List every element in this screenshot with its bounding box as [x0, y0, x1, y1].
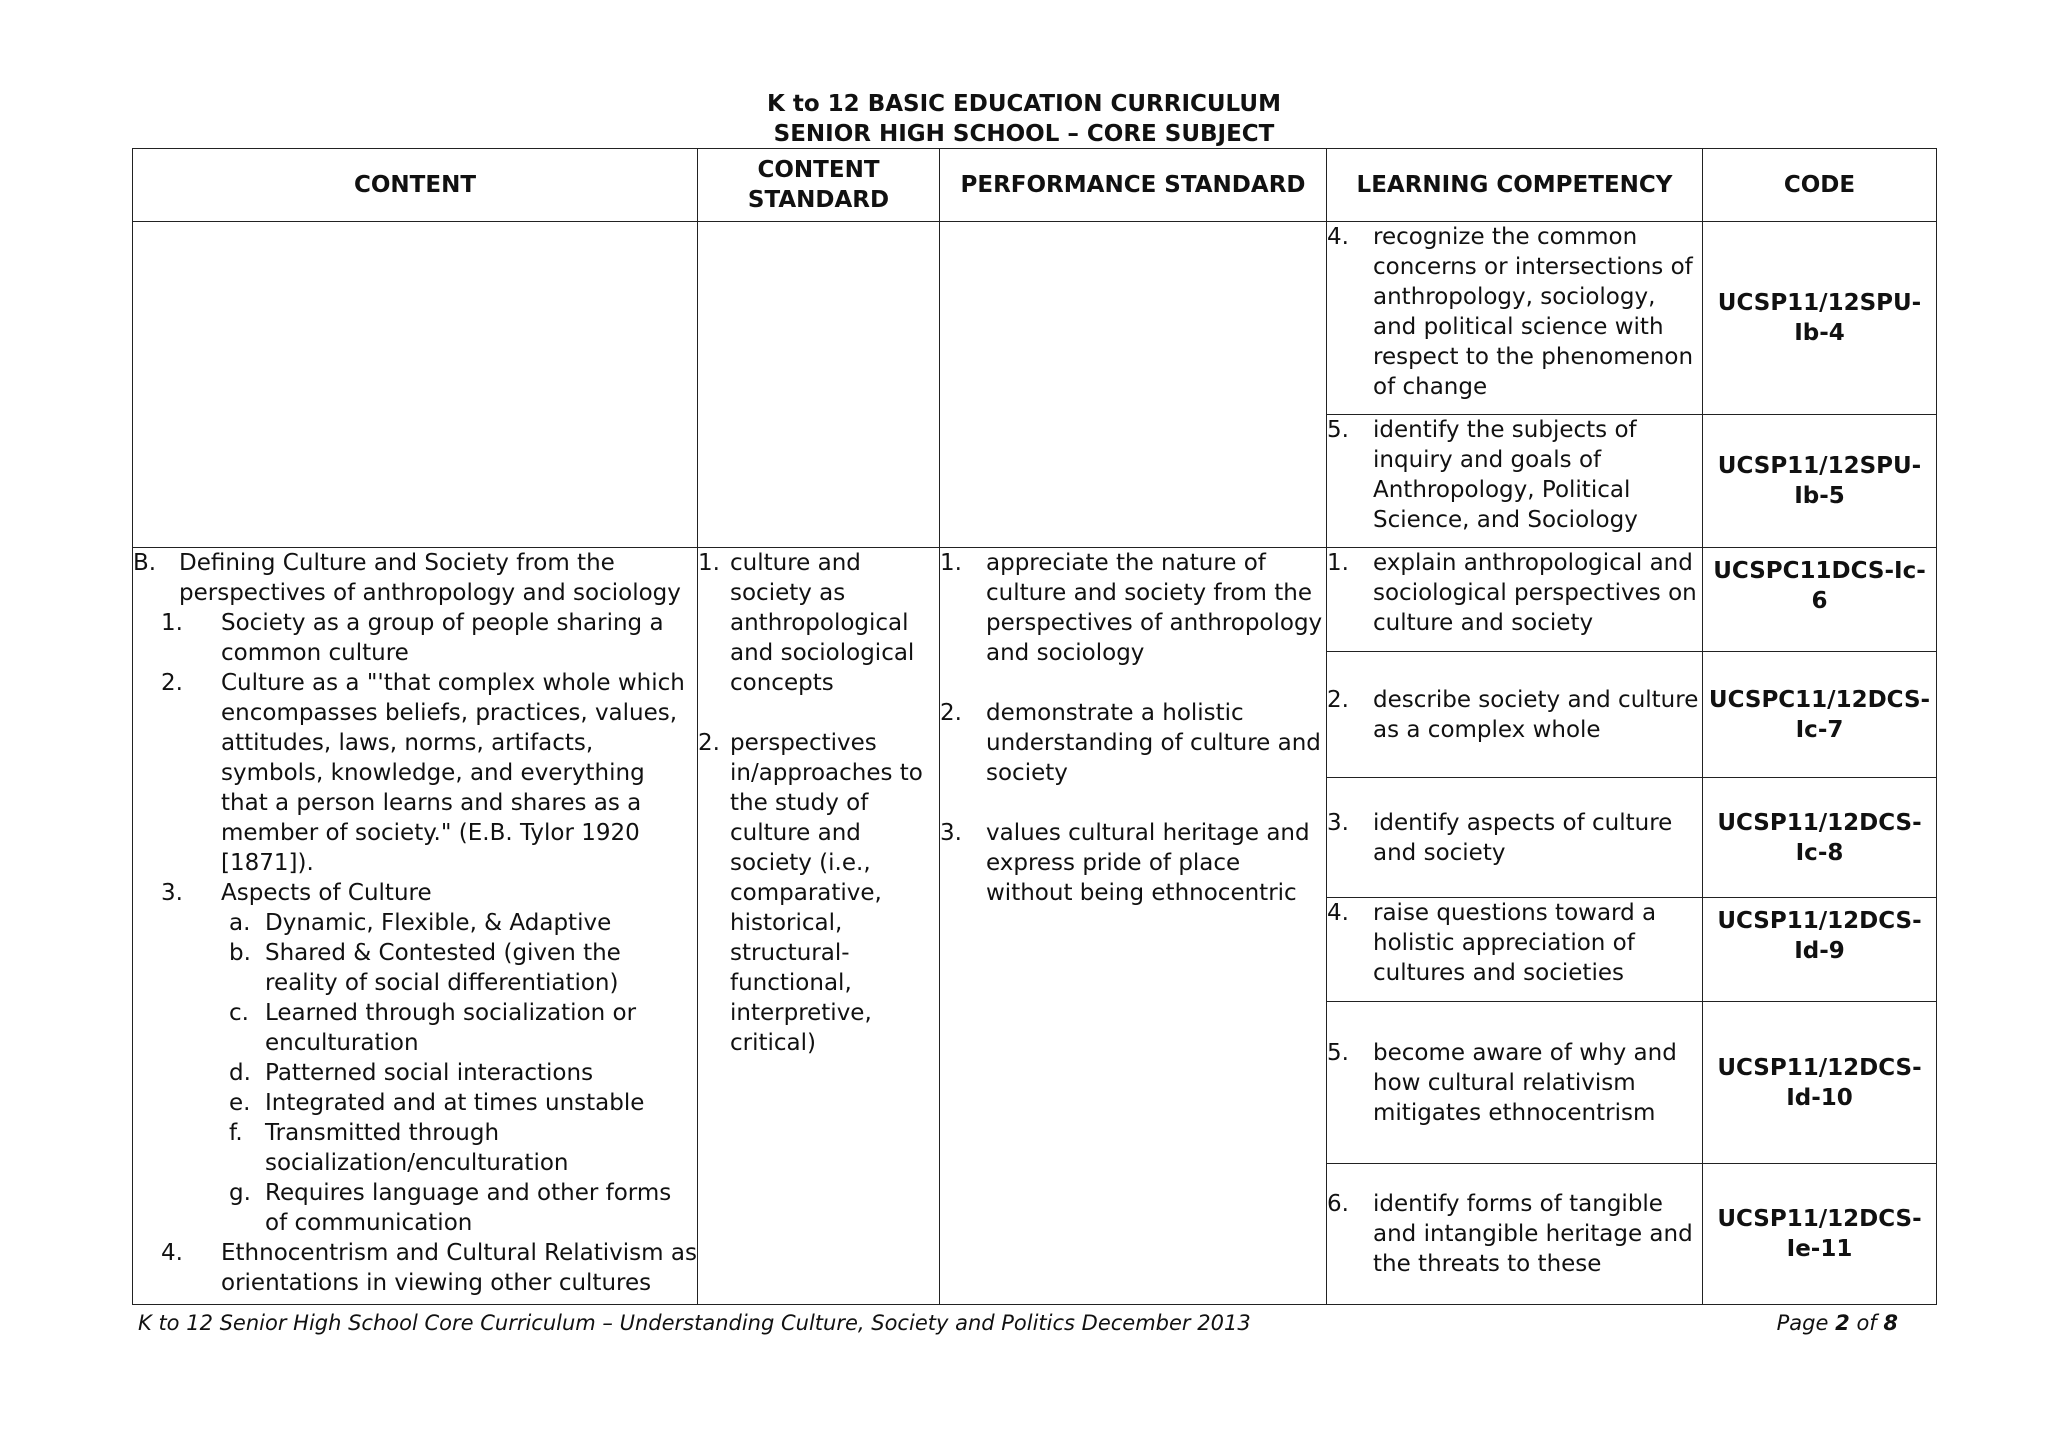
item-letter: f. — [229, 1120, 243, 1146]
code-line1: UCSP11/12SPU- — [1717, 453, 1922, 479]
item-text: Learned through socialization or enculturation — [265, 1000, 637, 1056]
item-number: 1. — [940, 550, 962, 576]
item-text: describe society and culture as a complex whole — [1373, 686, 1699, 743]
column-header-content-standard-line2: STANDARD — [747, 187, 890, 213]
column-header-content: CONTENT — [133, 149, 698, 222]
item-text: recognize the common concerns or intersections of anthropology, sociology, and political science with respect to the phenomenon of change — [1373, 224, 1694, 400]
item-text: Integrated and at times unstable — [265, 1090, 645, 1116]
list-item — [133, 668, 697, 878]
item-number: 2. — [698, 730, 720, 756]
list-item — [133, 608, 697, 668]
code-line2: Ib-5 — [1794, 483, 1845, 509]
table-header-row — [133, 149, 1937, 222]
list-item — [1327, 415, 1702, 535]
code-line1: UCSP11/12SPU- — [1717, 290, 1922, 316]
code-cell — [1703, 778, 1937, 898]
item-text: culture and society as anthropological and sociological concepts — [730, 550, 915, 696]
sub-list-item — [133, 938, 697, 998]
item-number: 4. — [1327, 900, 1349, 926]
column-header-content-standard — [698, 149, 940, 222]
list-item — [940, 548, 1326, 668]
code-line1: UCSP11/12DCS- — [1717, 908, 1922, 934]
item-text: Aspects of Culture — [221, 880, 432, 906]
curriculum-table — [132, 148, 1937, 1305]
table-row — [133, 222, 1937, 415]
column-header-code: CODE — [1703, 149, 1937, 222]
column-header-content-standard-line1: CONTENT — [757, 157, 880, 183]
sub-list-item — [133, 1178, 697, 1238]
code-cell — [1703, 1002, 1937, 1164]
page-total: 8 — [1883, 1311, 1898, 1335]
item-number: 4. — [161, 1240, 183, 1266]
item-number: 3. — [940, 820, 962, 846]
list-item — [940, 818, 1326, 908]
list-item — [1327, 1038, 1702, 1128]
list-item — [698, 548, 939, 698]
item-text: Ethnocentrism and Cultural Relativism as orientations in viewing other cultures — [221, 1240, 697, 1296]
item-text: identify forms of tangible and intangible heritage and the threats to these — [1373, 1191, 1693, 1277]
list-item — [133, 878, 697, 908]
item-text: identify aspects of culture and society — [1373, 809, 1673, 866]
item-number: 1. — [698, 550, 720, 576]
code-line1: UCSP11/12DCS- — [1717, 1206, 1922, 1232]
item-number: 1. — [161, 610, 183, 636]
competency-cell — [1327, 778, 1703, 898]
item-number: 2. — [161, 670, 183, 696]
content-standard-cell-empty — [698, 222, 940, 548]
code-line2: Ic-8 — [1795, 839, 1844, 866]
code-line2: Ib-4 — [1794, 320, 1845, 346]
of-word: of — [1856, 1311, 1877, 1335]
item-letter: c. — [229, 1000, 249, 1026]
code-line2: Ic-7 — [1795, 716, 1844, 743]
document-title: K to 12 BASIC EDUCATION CURRICULUM — [767, 91, 1281, 117]
footer-page-number — [1777, 1309, 1898, 1337]
section-heading — [133, 548, 697, 608]
item-number: 2. — [940, 700, 962, 726]
sub-list-item — [133, 1118, 697, 1178]
sub-list-item — [133, 1088, 697, 1118]
document-subtitle: SENIOR HIGH SCHOOL – CORE SUBJECT — [773, 121, 1275, 147]
code-cell — [1703, 652, 1937, 778]
sub-list-item — [133, 998, 697, 1058]
item-text: identify the subjects of inquiry and goals of Anthropology, Political Science, and Sociology — [1373, 417, 1638, 533]
code-line2: Ie-11 — [1786, 1236, 1853, 1262]
code-line2: 6 — [1811, 588, 1828, 614]
item-text: raise questions toward a holistic appreciation of cultures and societies — [1373, 900, 1657, 986]
list-item — [1327, 808, 1702, 868]
competency-cell — [1327, 1164, 1703, 1305]
code-line1: UCSPC11/12DCS- — [1708, 686, 1931, 713]
item-text: Patterned social interactions — [265, 1060, 594, 1086]
section-letter: B. — [133, 550, 157, 576]
item-number: 6. — [1327, 1191, 1349, 1217]
sub-list-item — [133, 1058, 697, 1088]
item-text: become aware of why and how cultural relativism mitigates ethnocentrism — [1373, 1039, 1677, 1126]
page-current: 2 — [1835, 1311, 1850, 1335]
list-item — [1327, 898, 1702, 988]
content-cell-empty — [133, 222, 698, 548]
column-header-learning-competency: LEARNING COMPETENCY — [1327, 149, 1703, 222]
code-cell — [1703, 222, 1937, 415]
competency-cell — [1327, 652, 1703, 778]
content-cell — [133, 548, 698, 1305]
item-letter: b. — [229, 940, 251, 966]
item-text: Requires language and other forms of communication — [265, 1180, 672, 1236]
code-cell — [1703, 1164, 1937, 1305]
item-number: 5. — [1327, 417, 1349, 443]
item-number: 2. — [1327, 686, 1349, 713]
list-item — [1327, 222, 1702, 402]
competency-cell — [1327, 1002, 1703, 1164]
content-standard-cell — [698, 548, 940, 1305]
code-cell — [1703, 415, 1937, 548]
item-text: Shared & Contested (given the reality of social differentiation) — [265, 940, 621, 996]
item-number: 5. — [1327, 1039, 1349, 1066]
list-item — [1327, 685, 1702, 745]
list-item — [940, 698, 1326, 788]
item-number: 3. — [1327, 809, 1349, 836]
list-item — [1327, 548, 1702, 638]
code-line1: UCSPC11DCS-Ic- — [1713, 558, 1926, 584]
code-line2: Id-10 — [1786, 1084, 1853, 1111]
competency-cell — [1327, 415, 1703, 548]
item-text: Society as a group of people sharing a common culture — [221, 610, 664, 666]
competency-cell — [1327, 898, 1703, 1002]
item-number: 3. — [161, 880, 183, 906]
item-letter: d. — [229, 1060, 251, 1086]
column-header-performance-standard: PERFORMANCE STANDARD — [940, 149, 1327, 222]
item-text: appreciate the nature of culture and society from the perspectives of anthropology and sociology — [986, 550, 1323, 666]
item-text: demonstrate a holistic understanding of culture and society — [986, 700, 1321, 786]
footer-document-info: K to 12 Senior High School Core Curriculum – Understanding Culture, Society and Politics December 2013 — [138, 1311, 1251, 1335]
list-item — [1327, 1189, 1702, 1279]
performance-standard-cell — [940, 548, 1327, 1305]
code-cell — [1703, 548, 1937, 652]
code-line1: UCSP11/12DCS- — [1717, 809, 1922, 836]
item-number: 4. — [1327, 224, 1349, 250]
sub-list-item — [133, 908, 697, 938]
item-text: values cultural heritage and express pride of place without being ethnocentric — [986, 820, 1310, 906]
section-heading-text: Defining Culture and Society from the perspectives of anthropology and sociology — [179, 550, 681, 606]
item-text: Transmitted through socialization/enculturation — [265, 1120, 569, 1176]
code-line2: Id-9 — [1794, 938, 1845, 964]
item-text: Dynamic, Flexible, & Adaptive — [265, 910, 612, 936]
item-text: Culture as a "'that complex whole which encompasses beliefs, practices, values, attitudes, laws, norms, artifacts, symbols, knowledge, and everything that a person learns and shares as a member of society." (E.B. Tylor 1920 [1871]). — [221, 670, 685, 876]
item-text: perspectives in/approaches to the study of culture and society (i.e., comparative, historical, structural-functional, interpretive, critical) — [730, 730, 923, 1056]
item-letter: a. — [229, 910, 251, 936]
item-letter: e. — [229, 1090, 251, 1116]
item-letter: g. — [229, 1180, 251, 1206]
list-item — [133, 1238, 697, 1298]
code-cell — [1703, 898, 1937, 1002]
page-word: Page — [1776, 1311, 1829, 1335]
table-row — [133, 548, 1937, 652]
code-line1: UCSP11/12DCS- — [1717, 1054, 1922, 1081]
competency-cell — [1327, 548, 1703, 652]
list-item — [698, 728, 939, 1058]
item-text: explain anthropological and sociological perspectives on culture and society — [1373, 550, 1697, 636]
competency-cell — [1327, 222, 1703, 415]
performance-standard-cell-empty — [940, 222, 1327, 548]
item-number: 1. — [1327, 550, 1349, 576]
